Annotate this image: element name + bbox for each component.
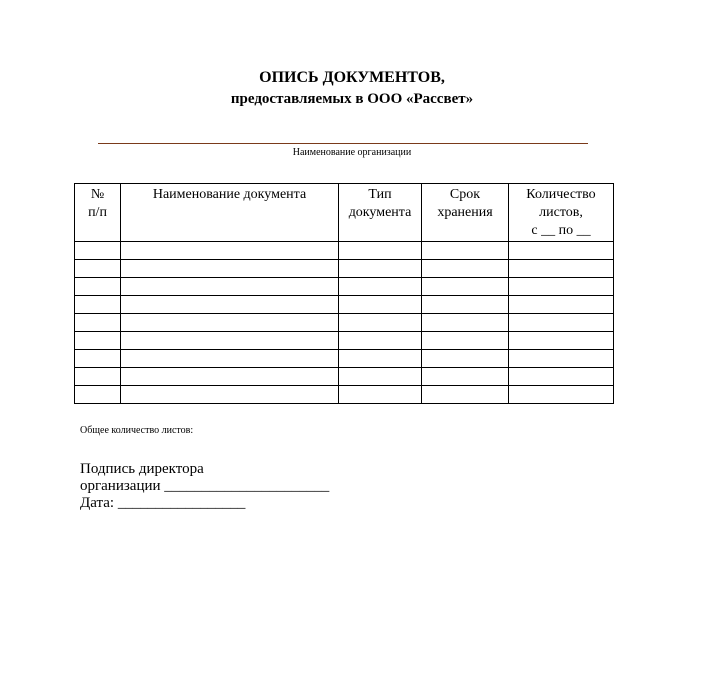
table-cell: [422, 260, 509, 278]
table-cell: [121, 350, 339, 368]
table-cell: [121, 332, 339, 350]
table-row: [75, 278, 614, 296]
table-cell: [339, 332, 422, 350]
table-cell: [75, 278, 121, 296]
table-cell: [339, 386, 422, 404]
document-title: ОПИСЬ ДОКУМЕНТОВ,: [259, 69, 445, 86]
table-cell: [121, 314, 339, 332]
table-cell: [422, 368, 509, 386]
table-cell: [121, 386, 339, 404]
column-header-storage-period: Срок хранения: [422, 184, 509, 242]
table-cell: [422, 296, 509, 314]
table-cell: [509, 368, 614, 386]
table-cell: [339, 242, 422, 260]
column-header-document-type: Тип документа: [339, 184, 422, 242]
signature-block: [80, 461, 329, 512]
table-cell: [422, 242, 509, 260]
table-row: [75, 350, 614, 368]
table-cell: [509, 314, 614, 332]
director-signature-label: Подпись директора: [80, 461, 204, 477]
table-cell: [509, 242, 614, 260]
table-cell: [509, 278, 614, 296]
table-cell: [75, 386, 121, 404]
table-cell: [422, 278, 509, 296]
table-cell: [121, 296, 339, 314]
table-cell: [75, 368, 121, 386]
table-row: [75, 368, 614, 386]
table-cell: [339, 296, 422, 314]
document-subtitle: предоставляемых в ООО «Рассвет»: [230, 91, 474, 107]
table-cell: [75, 296, 121, 314]
table-cell: [422, 332, 509, 350]
table-cell: [75, 350, 121, 368]
table-cell: [339, 368, 422, 386]
table-cell: [121, 260, 339, 278]
table-cell: [509, 296, 614, 314]
table-cell: [422, 386, 509, 404]
table-row: [75, 260, 614, 278]
table-cell: [509, 332, 614, 350]
table-cell: [75, 260, 121, 278]
table-cell: [121, 242, 339, 260]
organization-name-caption: Наименование организации: [292, 147, 412, 158]
table-row: [75, 314, 614, 332]
table-cell: [75, 242, 121, 260]
column-header-document-name: Наименование документа: [121, 184, 339, 242]
table-cell: [422, 314, 509, 332]
table-cell: [121, 278, 339, 296]
table-header-row: [75, 184, 614, 242]
table-cell: [509, 260, 614, 278]
table-cell: [339, 260, 422, 278]
table-row: [75, 296, 614, 314]
table-cell: [509, 350, 614, 368]
column-header-sheet-count: Количество листов, с __ по __: [509, 184, 614, 242]
total-sheets-label: Общее количество листов:: [80, 425, 194, 436]
column-header-number: № п/п: [75, 184, 121, 242]
document-inventory-table: [74, 183, 614, 404]
table-cell: [339, 278, 422, 296]
table-cell: [339, 350, 422, 368]
director-signature-line: организации ______________________: [80, 478, 330, 494]
table-row: [75, 242, 614, 260]
date-line: Дата: _________________: [80, 495, 246, 511]
table-cell: [422, 350, 509, 368]
table-cell: [75, 314, 121, 332]
table-row: [75, 386, 614, 404]
table-cell: [509, 386, 614, 404]
organization-name-line: [98, 143, 588, 144]
table-cell: [121, 368, 339, 386]
table-row: [75, 332, 614, 350]
table-cell: [75, 332, 121, 350]
table-cell: [339, 314, 422, 332]
